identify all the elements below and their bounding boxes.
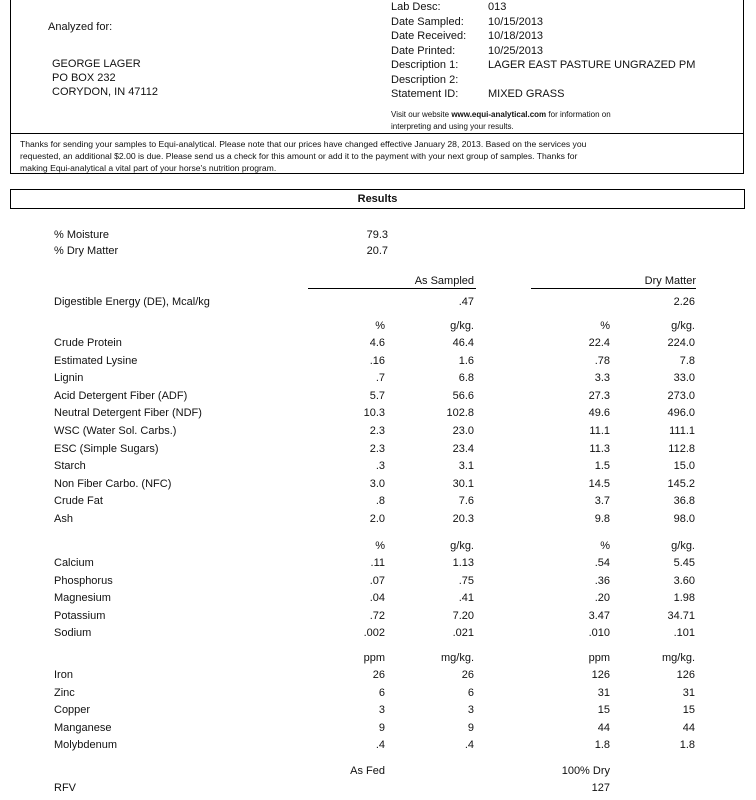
lab-desc-value: 013 [488, 1, 507, 13]
nutrient-value: 15.0 [673, 460, 695, 473]
nutrient-value: 31 [597, 686, 610, 699]
nutrient-label: Magnesium [54, 592, 111, 605]
nutrient-value: 26 [372, 669, 385, 681]
nutrient-value: 3.7 [594, 495, 610, 508]
client-street: PO BOX 232 [52, 72, 116, 84]
nutrient-value: 1.13 [452, 557, 474, 569]
unit-header: g/kg. [450, 320, 474, 332]
unit-header: g/kg. [671, 540, 695, 552]
nutrient-value: 49.6 [588, 407, 610, 420]
unit-header: % [375, 320, 385, 332]
sample-info-labels [391, 0, 466, 102]
nutrient-value: .11 [370, 557, 385, 569]
nutrient-label: Non Fiber Carbo. (NFC) [54, 477, 172, 490]
client-city: CORYDON, IN 47112 [52, 86, 158, 98]
nutrient-value: 20.3 [452, 513, 474, 525]
client-name: GEORGE LAGER [52, 58, 141, 70]
unit-header: ppm [363, 652, 385, 664]
nutrient-value: 10.3 [363, 407, 385, 420]
nutrient-value: 11.3 [589, 442, 610, 455]
nutrient-label: Ash [54, 513, 73, 525]
nutrient-value: 3.0 [369, 477, 385, 490]
sample-info-values [488, 0, 695, 102]
nutrient-value: 7.20 [452, 609, 474, 622]
nutrient-label: Calcium [54, 557, 94, 569]
nutrient-label: Sodium [54, 627, 92, 640]
nutrient-label: Neutral Detergent Fiber (NDF) [54, 407, 202, 420]
unit-header: mg/kg. [661, 652, 695, 664]
nutrient-label: Potassium [54, 609, 106, 622]
website-note: Visit our website www.equi-analytical.com for information on interpreting and using your results. [391, 110, 611, 131]
nutrient-value: 3.3 [594, 372, 610, 385]
nutrient-label: Starch [54, 460, 86, 473]
rfv-label: RFV [54, 782, 76, 794]
as-sampled-header: As Sampled [414, 275, 474, 287]
nutrient-value: 15 [682, 704, 695, 717]
client-address [52, 57, 158, 99]
nutrient-value: 22.4 [588, 337, 610, 349]
dry-matter-header: Dry Matter [644, 275, 696, 287]
nutrient-label: Crude Fat [54, 495, 103, 508]
nutrient-value: 224.0 [667, 337, 695, 349]
nutrient-value: .41 [458, 592, 474, 605]
nutrient-value: .20 [594, 592, 610, 605]
date-received-value: 10/18/2013 [488, 30, 544, 42]
nutrient-value: 111.1 [669, 425, 695, 437]
nutrient-label: WSC (Water Sol. Carbs.) [54, 425, 177, 437]
nutrient-value: 9 [467, 721, 474, 734]
nutrient-value: 1.6 [458, 354, 474, 367]
nutrient-value: .021 [452, 627, 474, 640]
billing-note: Thanks for sending your samples to Equi-analytical. Please note that our prices have changed effective January 28, 2013. Based on the services you requested, an additional $2.00 is due. Please send us a check for this amount or add it to the payment with your next group of samples. Thanks for making Equi-analytical a vital part of your horse's nutrition program. [20, 139, 587, 173]
field-label: Date Sampled: [391, 15, 464, 28]
unit-header: g/kg. [450, 540, 474, 552]
unit-header: % [600, 320, 610, 332]
nutrient-value: .54 [594, 557, 610, 569]
dry-matter-rule [531, 288, 696, 289]
nutrient-label: Phosphorus [54, 574, 113, 587]
nutrient-value: 1.5 [594, 460, 610, 473]
description-2-value [488, 73, 695, 88]
nutrient-value: 3.60 [673, 574, 695, 587]
nutrient-value: 3 [378, 704, 385, 717]
nutrient-value: 5.7 [369, 389, 385, 402]
nutrient-value: .8 [375, 495, 385, 508]
nutrient-value: 126 [676, 669, 695, 681]
nutrient-value: 2.0 [369, 513, 385, 525]
nutrient-value: 5.45 [673, 557, 695, 569]
nutrient-value: 46.4 [452, 337, 474, 349]
nutrient-value: 44 [682, 721, 695, 734]
nutrient-value: 9.8 [594, 513, 610, 525]
unit-header: % [375, 540, 385, 552]
nutrient-value: 9 [378, 721, 385, 734]
nutrient-label: Copper [54, 704, 91, 717]
nutrient-value: 6 [467, 686, 474, 699]
nutrient-value: 34.71 [667, 609, 695, 622]
nutrient-value: 1.98 [673, 592, 695, 605]
nutrient-value: 1.8 [594, 739, 610, 752]
nutrient-value: 44 [597, 721, 610, 734]
analyzed-for-label: Analyzed for: [48, 21, 113, 33]
nutrient-value: 7.8 [679, 354, 695, 367]
nutrient-value: .101 [673, 627, 695, 640]
nutrient-value: 1.8 [679, 739, 695, 752]
nutrient-value: 4.6 [369, 337, 385, 349]
nutrient-value: .75 [458, 574, 474, 587]
nutrient-label: Molybdenum [54, 739, 117, 752]
nutrient-value: 14.5 [588, 477, 610, 490]
nutrient-label: Zinc [54, 686, 75, 699]
nutrient-value: 15 [597, 704, 610, 717]
nutrient-value: 30.1 [452, 477, 474, 490]
nutrient-value: 7.6 [458, 495, 474, 508]
date-printed-value: 10/25/2013 [488, 44, 544, 57]
unit-header: ppm [588, 652, 610, 664]
nutrient-value: .72 [369, 609, 385, 622]
unit-header: % [600, 540, 610, 552]
nutrient-value: .010 [588, 627, 610, 640]
nutrient-value: 102.8 [446, 407, 474, 420]
description-1-value: LAGER EAST PASTURE UNGRAZED PM [488, 59, 696, 71]
nutrient-value: 6.8 [458, 372, 474, 385]
nutrient-value: .4 [464, 739, 474, 752]
nutrient-value: .78 [594, 354, 610, 367]
de-as-sampled: .47 [458, 296, 474, 308]
nutrient-value: 23.0 [452, 425, 474, 437]
nutrient-value: 33.0 [673, 372, 695, 385]
field-label: Description 1: [391, 59, 459, 71]
field-label: Lab Desc: [391, 1, 441, 13]
nutrient-value: 145.2 [667, 477, 695, 490]
nutrient-value: .04 [369, 592, 385, 605]
dry-matter-label: % Dry Matter [54, 245, 119, 257]
de-label: Digestible Energy (DE), Mcal/kg [54, 296, 210, 308]
nutrient-value: 56.6 [452, 389, 474, 402]
nutrient-value: .16 [369, 354, 385, 367]
nutrient-value: 27.3 [588, 389, 610, 402]
nutrient-label: Crude Protein [54, 337, 122, 349]
as-sampled-rule [308, 288, 476, 289]
nutrient-value: .3 [375, 460, 385, 473]
moisture-label: % Moisture [54, 229, 110, 241]
website-link[interactable]: www.equi-analytical.com [451, 110, 547, 119]
nutrient-value: 3 [467, 704, 474, 717]
dry-100-header: 100% Dry [561, 765, 610, 777]
nutrient-label: Lignin [54, 372, 84, 385]
field-label: Description 2: [391, 73, 459, 86]
results-title: Results [10, 189, 745, 209]
nutrient-value: 26 [461, 669, 474, 681]
nutrient-value: 126 [591, 669, 610, 681]
nutrient-value: 36.8 [673, 495, 695, 508]
nutrient-value: .7 [375, 372, 385, 385]
nutrient-label: ESC (Simple Sugars) [54, 442, 159, 455]
dry-matter-value: 20.7 [366, 245, 388, 257]
field-label: Statement ID: [391, 88, 459, 100]
rfv-value: 127 [591, 782, 610, 794]
nutrient-value: 273.0 [667, 389, 695, 402]
nutrient-value: 3.1 [458, 460, 474, 473]
nutrient-value: 112.8 [668, 442, 695, 455]
field-label: Date Printed: [391, 44, 456, 57]
statement-id-value: MIXED GRASS [488, 88, 565, 100]
nutrient-label: Acid Detergent Fiber (ADF) [54, 389, 188, 402]
nutrient-value: 2.3 [369, 442, 385, 455]
nutrient-value: .07 [369, 574, 385, 587]
header-divider [10, 133, 744, 134]
nutrient-label: Iron [54, 669, 73, 681]
field-label: Date Received: [391, 30, 467, 42]
nutrient-value: .002 [363, 627, 385, 640]
nutrient-value: 98.0 [673, 513, 695, 525]
nutrient-value: 496.0 [667, 407, 695, 420]
as-fed-header: As Fed [350, 765, 385, 777]
nutrient-value: .4 [375, 739, 385, 752]
nutrient-value: 31 [682, 686, 695, 699]
nutrient-value: 6 [378, 686, 385, 699]
nutrient-value: 2.3 [369, 425, 385, 437]
nutrient-value: 3.47 [588, 609, 610, 622]
moisture-value: 79.3 [366, 229, 388, 241]
unit-header: g/kg. [671, 320, 695, 332]
unit-header: mg/kg. [440, 652, 474, 664]
de-dry-matter: 2.26 [673, 296, 695, 308]
nutrient-value: 23.4 [452, 442, 474, 455]
nutrient-value: 11.1 [589, 425, 610, 437]
nutrient-label: Estimated Lysine [54, 354, 138, 367]
date-sampled-value: 10/15/2013 [488, 15, 544, 28]
nutrient-value: .36 [594, 574, 610, 587]
nutrient-label: Manganese [54, 721, 112, 734]
